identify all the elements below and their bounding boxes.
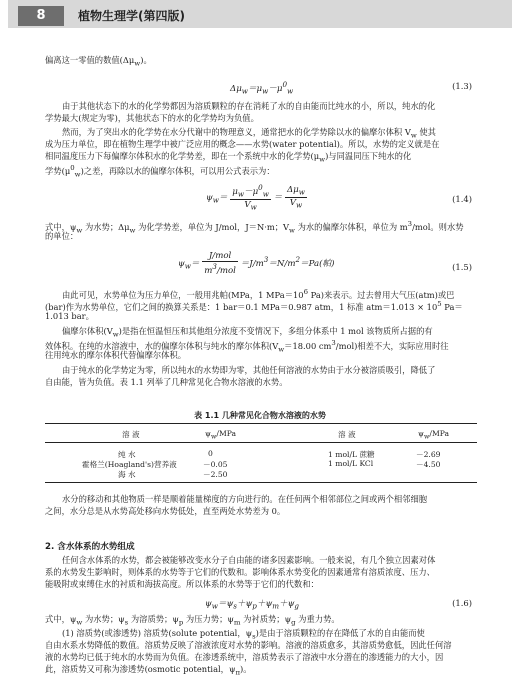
text-line: 系的水势发生影响时，则体系的水势等于它们的代数和。影响体系水势变化的因素通常有溶质浓度、压力、	[45, 567, 435, 577]
equation-1-3: $\Delta\mu_w=\mu_w-\mu^0_w$	[230, 80, 294, 96]
text-line: 然而，为了突出水的化学势在水分代谢中的物理意义，通常把水的化学势除以水的偏摩尔体积 $V_w$ 使其	[62, 127, 436, 140]
text-line: 任何含水体系的水势，都会被能够改变水分子自由能的诸多因素影响。一般来说，有几个独立因素对体	[62, 555, 436, 565]
equation-number: (1.5)	[452, 262, 472, 272]
text-line: 此，溶质势又可称为渗透势(osmotic potential，$\psi_\pi$)。	[45, 664, 252, 677]
table-cell: －2.50	[203, 470, 228, 479]
text-line: 能吸附或束缚住水的衬质和海拔高度。所以体系的水势等于它们的代数和：	[45, 579, 319, 589]
table-cell: 1 mol/L 蔗糖	[328, 450, 375, 459]
equation-1-5: $\psi_w=$ $\frac{\text{J/mol}}{m^3/mol}$ $=J/m^3=N/m^2=Pa$(帕)	[178, 251, 335, 276]
text-line: 成为压力单位，即在植物生理学中被广泛应用的概念——水势(water potential)。所以，水势的定义就是在	[45, 139, 440, 149]
section-heading: 2. 含水体系的水势组成	[45, 542, 135, 552]
text-line: 偏摩尔体积$(V_w)$是指在恒温恒压和其他组分浓度不变情况下，多组分体系中 1 mol 该物质所占据的有	[62, 326, 433, 339]
table-header-rule	[45, 442, 477, 443]
text-line: 液的水势均已低于纯水的水势而为负值。在渗透系统中，溶质势表示了溶液中水分潜在的渗透能力的大小，因	[45, 652, 444, 662]
equation-number: (1.3)	[452, 81, 472, 91]
equation-number: (1.6)	[452, 598, 472, 608]
text-line: 由于纯水的化学势定为零，所以纯水的水势即为零，其他任何溶液的水势由于水分被溶质吸引，降低了	[62, 365, 436, 375]
table-cell: －2.69	[416, 450, 441, 459]
text-line: 由于其他状态下的水的化学势都因为溶质颗粒的存在消耗了水的自由能而比纯水的小，所以，纯水的化	[62, 101, 436, 111]
table-header: $\psi_w$/MPa	[418, 429, 450, 441]
table-cell: 海 水	[118, 470, 136, 479]
table-title: 表 1.1 几种常见化合物水溶液的水势	[194, 411, 326, 420]
text-line: 式中，$\psi_w$ 为水势；$\psi_s$ 为溶质势；$\psi_p$ 为压力势；$\psi_m$ 为衬质势；$\psi_g$ 为重力势。	[45, 614, 340, 627]
text-line: 1.013 bar。	[45, 311, 94, 321]
text-line: 自由能，皆为负值。表 1.1 列举了几种常见化合物水溶液的水势。	[45, 377, 288, 387]
text-line: (bar)作为水势单位，它们之间的换算关系是：1 bar＝0.1 MPa＝0.987 atm，1 标准 $atm=1.013 \times 10^5$ Pa＝	[45, 300, 463, 312]
book-title: 植物生理学(第四版)	[78, 9, 185, 23]
text-line: 的单位：	[45, 231, 79, 241]
text-line: 之间，水分总是从水势高处移向水势低处，直至两处水势差为 0。	[45, 506, 286, 516]
text-line: 自由水系水势降低的数值。溶质势反映了溶液浓度对水势的影响。溶液的溶质愈多，其溶质势愈低，因此任何溶	[45, 640, 452, 650]
running-header	[8, 0, 512, 28]
table-top-rule	[45, 423, 477, 424]
table-cell: 霍格兰(Hoagland's)营养液	[82, 460, 177, 469]
equation-1-4: $\psi_w=$ $\frac{\mu_w-\mu^0_w}{V_w}$ ＝ $\frac{\Delta\mu_w}{V_w}$	[206, 183, 305, 212]
table-cell: 纯 水	[118, 450, 136, 459]
table-cell: －0.05	[203, 460, 228, 469]
equation-number: (1.4)	[452, 194, 472, 204]
text-line: 往用纯水的摩尔体积代替偏摩尔体积。	[45, 350, 187, 360]
text-line: 效体积。在纯的水溶液中，水的偏摩尔体积与纯水的摩尔体积($V_w=18.00$ $cm^3/mol$)相差不大，实际应用时往	[45, 339, 449, 354]
page-number: 8	[18, 6, 64, 26]
table-cell: 1 mol/L KCl	[328, 459, 374, 468]
text-line: (1) 溶质势(或渗透势) 溶质势(solute potential，$\psi_s$)是由于溶质颗粒的存在降低了水的自由能而使	[62, 628, 425, 641]
text-line: 学势$(\mu^0_w)$之差，再除以水的偏摩尔体积，可以用公式表示为：	[45, 164, 275, 179]
text-line: 由此可见，水势单位为压力单位，一般用兆帕(MPa，1 $MPa=10^6$ Pa)来表示。过去曾用大气压(atm)或巴	[62, 288, 455, 300]
table-cell: 0	[208, 449, 213, 458]
table-bottom-rule	[45, 482, 477, 483]
text-line: 学势最大(规定为零)，其他状态下的水的化学势均为负值。	[45, 113, 259, 123]
text-line: 偏离这一零值的数值$(\Delta\mu_w)$。	[45, 55, 152, 68]
table-header: 溶 液	[122, 430, 140, 439]
table-header: 溶 液	[338, 430, 356, 439]
text-line: 相同温度压力下每偏摩尔体积水的化学势差，即在一个系统中水的化学势$(\mu_w)$与同温同压下纯水的化	[45, 151, 412, 164]
equation-1-6: $\psi_w=\psi_s+\psi_p+\psi_m+\psi_g$	[205, 599, 299, 611]
text-line: 式中，$\psi_w$ 为水势；$\Delta\mu_w$ 为化学势差，单位为 J/mol，J＝N·m；$V_w$ 为水的偏摩尔体积，单位为 $m^3$/mol。则水势	[45, 220, 464, 235]
text-line: 水分的移动和其他物质一样是顺着能量梯度的方向进行的。在任何两个相邻部位之间或两个相邻细胞	[62, 494, 428, 504]
table-cell: －4.50	[416, 460, 441, 469]
table-header: $\psi_w$/MPa	[205, 429, 237, 441]
